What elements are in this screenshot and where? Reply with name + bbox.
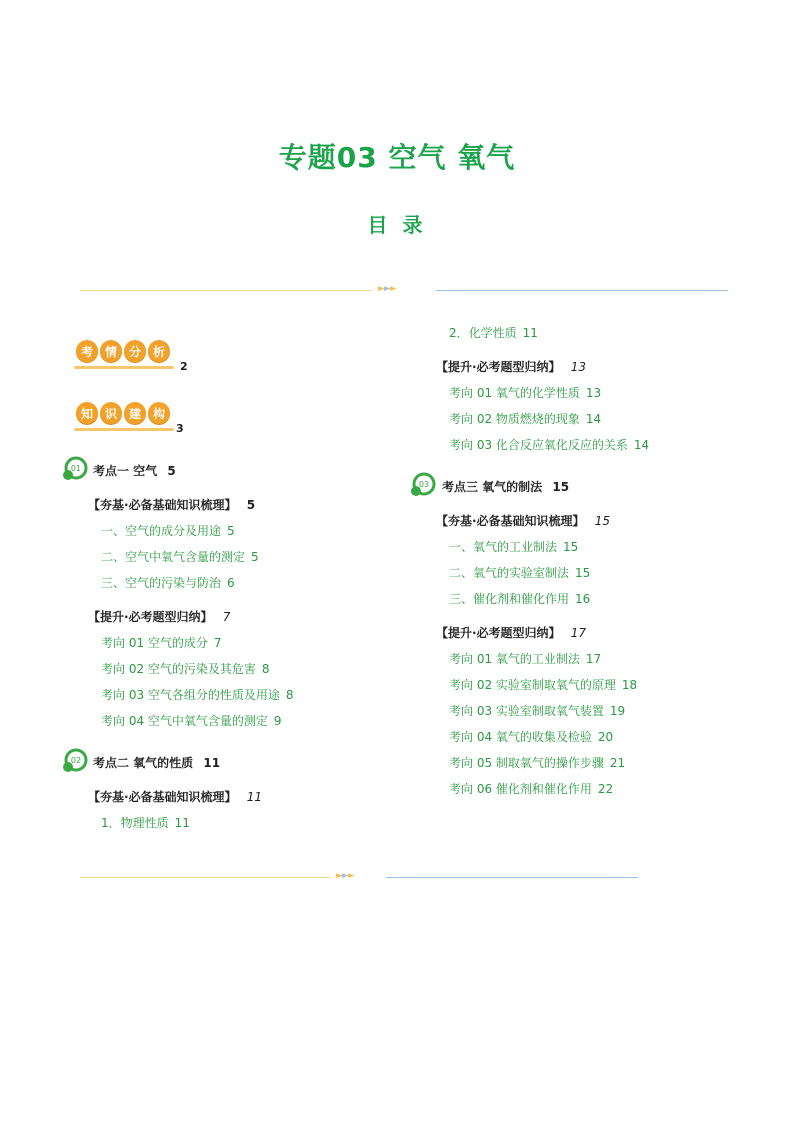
section-page: 15 [594, 514, 611, 528]
exam-point-number: 01 [70, 464, 82, 473]
toc-item-text: 考向 02 物质燃烧的现象 [449, 412, 580, 426]
section-label: 【夯基·必备基础知识梳理】 [88, 790, 237, 804]
bottom-divider-left [80, 877, 330, 878]
page-title: 专题03 空气 氧气 [278, 141, 516, 174]
toc-item[interactable] [449, 702, 625, 719]
section-page: 7 [222, 610, 231, 624]
toc-item-text: 考向 03 空气各组分的性质及用途 [101, 688, 280, 702]
section-advance-2[interactable] [436, 358, 586, 375]
toc-item-text: 2．化学性质 [449, 326, 517, 340]
toc-item[interactable] [101, 548, 259, 565]
exam-point-label: 考点三 氧气的制法 [442, 480, 543, 494]
toc-item-page: 8 [285, 688, 294, 702]
exam-point-number: 02 [70, 756, 82, 765]
toc-item-text: 考向 03 实验室制取氧气装置 [449, 704, 604, 718]
section-basic-1[interactable] [88, 496, 255, 513]
toc-item-page: 18 [621, 678, 638, 692]
top-divider-right [436, 290, 728, 291]
toc-item-page: 14 [633, 438, 650, 452]
toc-item-page: 22 [597, 782, 614, 796]
toc-item-page: 17 [585, 652, 602, 666]
toc-item[interactable] [449, 780, 613, 797]
exam-point-label: 考点一 空气 [93, 464, 158, 478]
toc-item-text: 考向 04 空气中氧气含量的测定 [101, 714, 268, 728]
badge-underline [74, 366, 174, 369]
exam-point-3[interactable] [442, 478, 569, 495]
toc-item-text: 1．物理性质 [101, 816, 169, 830]
toc-item-text: 考向 06 催化剂和催化作用 [449, 782, 592, 796]
badge-page-number[interactable]: 2 [180, 360, 188, 373]
toc-item-text: 考向 05 制取氧气的操作步骤 [449, 756, 604, 770]
toc-item[interactable] [101, 712, 282, 729]
exam-point-icon [62, 748, 88, 774]
toc-item-page: 8 [261, 662, 270, 676]
badge-knowledge-map [76, 402, 170, 424]
section-basic-3[interactable] [436, 512, 610, 529]
section-basic-2[interactable] [88, 788, 262, 805]
toc-item[interactable] [449, 590, 590, 607]
exam-point-1[interactable] [93, 462, 176, 479]
toc-item-page: 7 [213, 636, 222, 650]
toc-item[interactable] [449, 650, 601, 667]
section-advance-3[interactable] [436, 624, 586, 641]
section-label: 【提升·必考题型归纳】 [436, 626, 561, 640]
toc-item-text: 考向 03 化合反应氧化反应的关系 [449, 438, 628, 452]
toc-item-text: 二、空气中氧气含量的测定 [101, 550, 246, 564]
toc-item[interactable] [449, 564, 590, 581]
exam-point-icon [410, 472, 436, 498]
toc-heading: 目 录 [367, 213, 427, 237]
toc-item-page: 9 [273, 714, 282, 728]
toc-item-text: 考向 04 氧气的收集及检验 [449, 730, 592, 744]
toc-item-text: 二、氧气的实验室制法 [449, 566, 570, 580]
exam-point-page: 15 [552, 480, 570, 494]
toc-item[interactable] [449, 436, 649, 453]
section-label: 【提升·必考题型归纳】 [88, 610, 213, 624]
badge-char: 构 [148, 402, 170, 424]
badge-char: 情 [100, 340, 122, 362]
exam-point-page: 5 [167, 464, 176, 478]
bottom-divider-arrows: ►►► [336, 871, 354, 881]
section-label: 【夯基·必备基础知识梳理】 [88, 498, 237, 512]
section-page: 11 [246, 790, 263, 804]
toc-item[interactable] [101, 686, 294, 703]
exam-point-page: 11 [203, 756, 221, 770]
section-label: 【夯基·必备基础知识梳理】 [436, 514, 585, 528]
toc-item-text: 三、空气的污染与防治 [101, 576, 222, 590]
toc-item-page: 19 [609, 704, 626, 718]
top-divider-arrows: ►►► [378, 284, 396, 294]
toc-item[interactable] [101, 522, 235, 539]
toc-item[interactable] [449, 410, 601, 427]
toc-item-text: 考向 02 实验室制取氧气的原理 [449, 678, 616, 692]
toc-item[interactable] [449, 538, 578, 555]
toc-item-page: 5 [251, 550, 259, 564]
toc-item[interactable] [101, 574, 235, 591]
section-label: 【提升·必考题型归纳】 [436, 360, 561, 374]
badge-page-number[interactable]: 3 [176, 422, 184, 435]
toc-item[interactable] [449, 324, 538, 341]
toc-item-text: 三、催化剂和催化作用 [449, 592, 570, 606]
toc-item-page: 15 [563, 540, 579, 554]
toc-item[interactable] [101, 660, 270, 677]
toc-item-page: 14 [585, 412, 602, 426]
toc-item-text: 考向 01 氧气的工业制法 [449, 652, 580, 666]
exam-point-2[interactable] [93, 754, 220, 771]
section-page: 17 [570, 626, 587, 640]
toc-item-page: 15 [575, 566, 591, 580]
toc-item-text: 考向 01 空气的成分 [101, 636, 208, 650]
section-advance-1[interactable] [88, 608, 230, 625]
exam-point-label: 考点二 氧气的性质 [93, 756, 194, 770]
badge-char: 识 [100, 402, 122, 424]
toc-item[interactable] [449, 384, 601, 401]
toc-item-page: 21 [609, 756, 626, 770]
toc-item[interactable] [101, 814, 190, 831]
toc-item-page: 13 [585, 386, 602, 400]
section-page: 5 [246, 498, 256, 512]
top-divider-left [80, 290, 372, 291]
toc-item-text: 一、空气的成分及用途 [101, 524, 222, 538]
toc-item-page: 5 [227, 524, 235, 538]
badge-char: 建 [124, 402, 146, 424]
toc-item-page: 6 [227, 576, 235, 590]
toc-item-text: 考向 01 氧气的化学性质 [449, 386, 580, 400]
toc-item[interactable] [449, 676, 637, 693]
toc-item-page: 16 [575, 592, 591, 606]
toc-item-text: 一、氧气的工业制法 [449, 540, 558, 554]
toc-item-page: 11 [522, 326, 538, 340]
toc-item-page: 20 [597, 730, 614, 744]
badge-char: 考 [76, 340, 98, 362]
badge-underline [74, 428, 174, 431]
badge-char: 析 [148, 340, 170, 362]
badge-char: 知 [76, 402, 98, 424]
badge-char: 分 [124, 340, 146, 362]
toc-item[interactable] [449, 754, 625, 771]
toc-item[interactable] [101, 634, 222, 651]
section-page: 13 [570, 360, 587, 374]
exam-point-number: 03 [418, 480, 430, 489]
toc-item-text: 考向 02 空气的污染及其危害 [101, 662, 256, 676]
exam-point-icon [62, 456, 88, 482]
toc-item-page: 11 [174, 816, 190, 830]
bottom-divider-right [386, 877, 638, 878]
badge-exam-analysis [76, 340, 170, 362]
toc-item[interactable] [449, 728, 613, 745]
